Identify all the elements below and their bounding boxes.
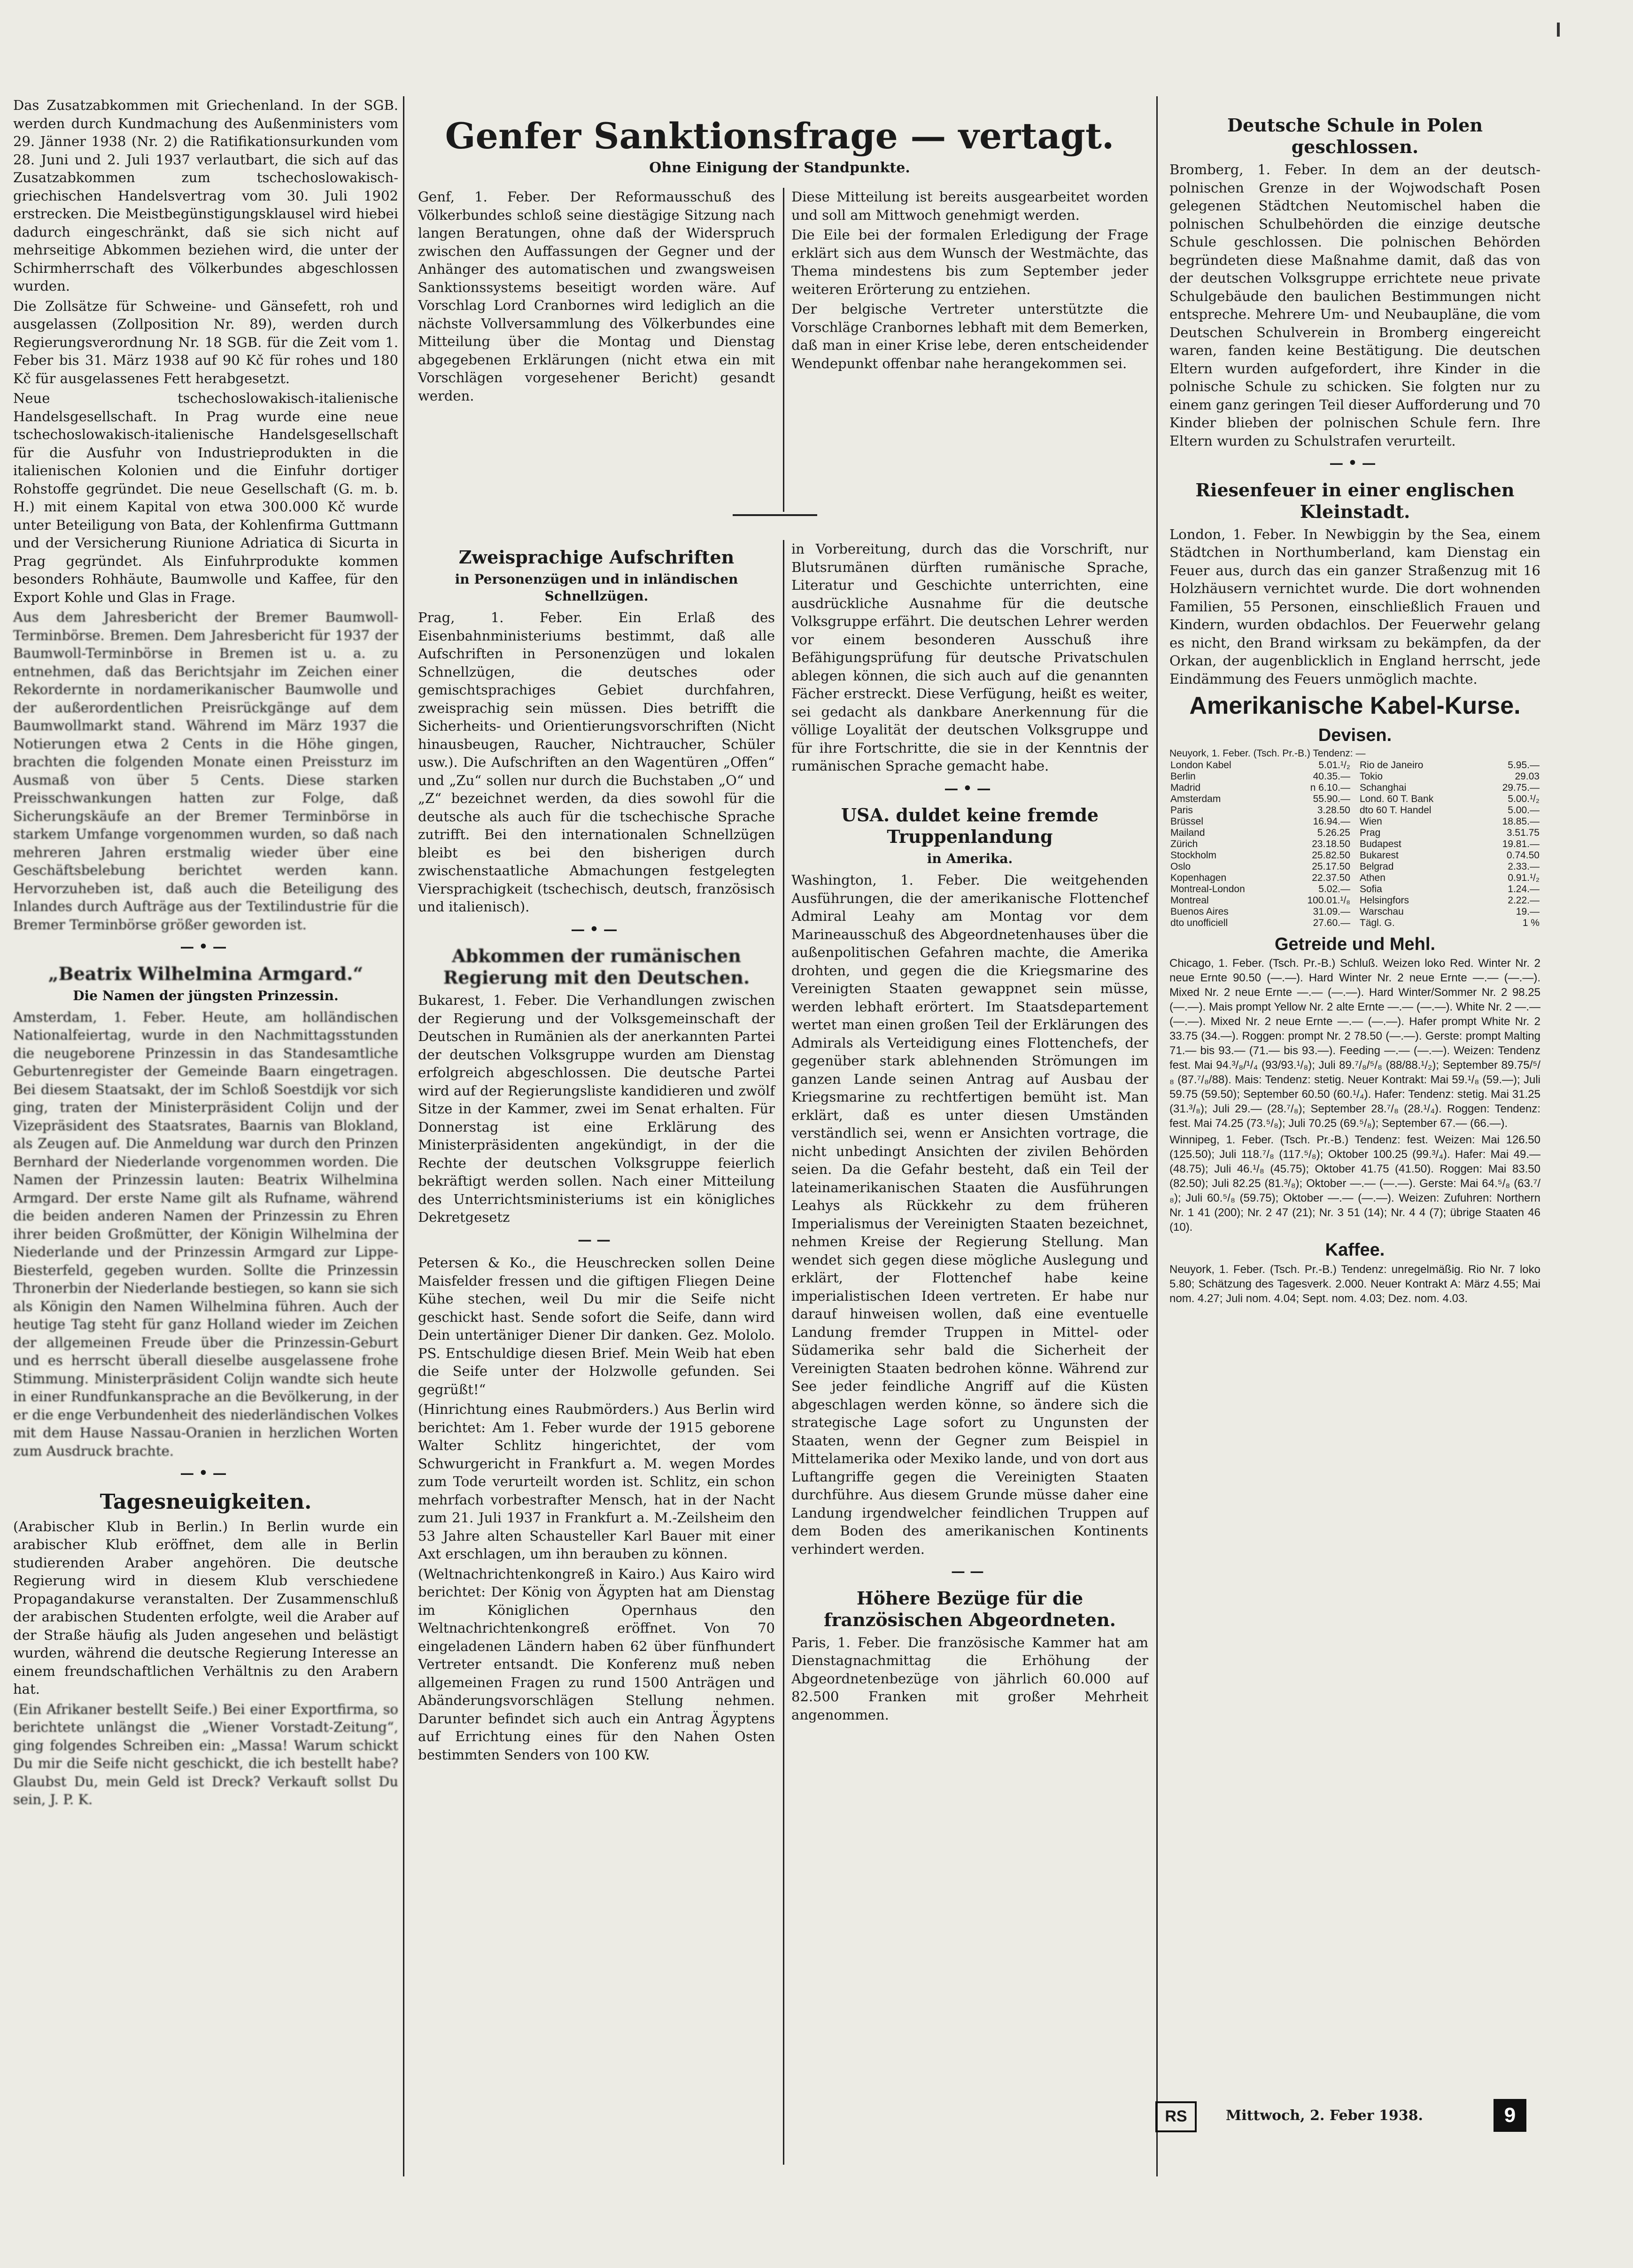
devisen-row (1359, 872, 1540, 884)
currency-rate: 3.28.50 (1317, 804, 1350, 816)
column-1 (13, 96, 398, 1811)
currency-rate: 25.82.50 (1312, 849, 1350, 861)
currency-rate: 19.81.— (1502, 838, 1540, 849)
devisen-row (1169, 861, 1351, 872)
currency-name: London Kabel (1170, 759, 1231, 771)
devisen-row (1359, 918, 1540, 929)
separator: —•— (571, 921, 622, 938)
devisen-heading: Devisen. (1318, 725, 1392, 745)
devisen-row (1359, 771, 1540, 782)
beatrix-headline: „Beatrix Wilhelmina Armgard.“ (48, 963, 364, 984)
coffee-heading: Kaffee. (1325, 1240, 1385, 1260)
currency-rate: 1.24.— (1508, 883, 1540, 895)
currency-rate: 5.26.25 (1317, 827, 1350, 838)
currency-rate: 29.75.— (1502, 782, 1540, 793)
devisen-row (1359, 850, 1540, 861)
currency-rate: 0.91.¹/₂ (1508, 872, 1540, 883)
devisen-row (1359, 782, 1540, 794)
devisen-row (1169, 794, 1351, 805)
currency-name: Athen (1360, 872, 1385, 883)
article-rumania-text: Bukarest, 1. Feber. Die Verhandlungen zwischen der Regierung und der Volksgemeinschaft der Deutschen in Rumänien als der anerkannten Partei der deutschen Volksgruppe wurden am Dienstag erfolgreich abgeschlossen. Die deutsche Partei wird auf der Regierungsliste kandidieren und zwölf Sitze in der Kammer, zwei im Senat erhalten. Für Donnerstag ist eine Erklärung des Ministerpräsidenten angekündigt, in der die Rechte der deutschen Volksgruppe feierlich bekräftigt werden sollen. Nach einer Mitteilung des Unterrichtsministeriums ist ein königliches Dekretgesetz (418, 992, 775, 1225)
usa-headline: USA. duldet keine fremde Truppenlandung (841, 804, 1099, 847)
markets-title: Amerikanische Kabel-Kurse. (1189, 692, 1521, 719)
currency-name: Sofia (1360, 883, 1382, 895)
currency-name: Tägl. G. (1360, 917, 1395, 928)
article-beatrix-text: Amsterdam, 1. Feber. Heute, am holländischen Nationalfeiertag, wurde in den Nachmittagsstunden die neugeborene Prinzessin in das Standesamtliche Geburtenregister der Gemeinde Baarn eingetragen. Bei diesem Staatsakt, der im Schloß Soestdijk vor sich ging, traten der Ministerpräsident Colijn und der Vizepräsident des Staatsrates, Baarnis van Blokland, als Zeugen auf. Die Anmeldung war durch den Prinzen Bernhard der Niederlande vorgenommen worden. Die Namen der Prinzessin lauten: Beatrix Wilhelmina Armgard. Der erste Name gilt als Rufname, während die beiden anderen Namen der Prinzessin zu Ehren ihrer beiden Großmütter, der Königin Wilhelmina der Niederlande und der Prinzessin Armgard zur Lippe-Biesterfeld, gegeben wurden. Sollte die Prinzessin Thronerbin der Niederlande bestiegen, so kann sie sich als Königin den Namen Wilhelmina führen. Auch der heutige Tag steht für ganz Holland wieder im Zeichen der allgemeinen Freude über die Prinzessin-Geburt und es herrscht überall dieselbe ausgelassene frohe Stimmung. Ministerpräsident Colijn wandte sich heute in einer Rundfunkansprache an die Bevölkerung, in der er die enge Verbundenheit des niederländischen Volkes mit dem Hause Nassau-Oranien in herzlichen Worten zum Ausdruck brachte. (13, 1009, 398, 1459)
rumania-headline: Abkommen der rumänischen Regierung mit den Deutschen. (443, 945, 750, 988)
devisen-row (1169, 827, 1351, 839)
currency-name: Stockholm (1170, 849, 1217, 861)
grain-heading: Getreide und Mehl. (1274, 934, 1436, 954)
currency-rate: 5.02.— (1318, 883, 1350, 895)
currency-name: Kopenhagen (1170, 872, 1227, 883)
devisen-row (1169, 884, 1351, 895)
separator: —•— (180, 939, 232, 955)
currency-name: Amsterdam (1170, 793, 1221, 804)
currency-rate: 5.95.— (1508, 759, 1540, 771)
currency-name: Schanghai (1360, 782, 1407, 793)
currency-rate: 5.01.¹/₂ (1318, 759, 1350, 771)
currency-rate: n 6.10.— (1310, 782, 1350, 793)
devisen-row (1169, 906, 1351, 918)
currency-rate: 22.37.50 (1312, 872, 1350, 883)
devisen-row (1169, 918, 1351, 929)
currency-name: Budapest (1360, 838, 1401, 849)
coffee-text: Neuyork, 1. Feber. (Tsch. Pr.-B.) Tendenz: unregelmäßig. Rio Nr. 7 loko 5.80; Schätzung des Tagesverk. 2.000. Neuer Kontrakt A: März 4.55; Mai nom. 4.27; Juli nom. 4.04; Sept. nom. 4.03; Dez. nom. 4.03. (1169, 1263, 1540, 1305)
article-trade-company-text: Neue tschechoslowakisch-italienische Handelsgesellschaft. In Prag wurde eine neue tschechoslowakisch-italienische Handelsgesellschaft für die Ausfuhr von Industrieprodukten in die italienischen Kolonien und die Einfuhr dortiger Rohstoffe gegründet. Die neue Gesellschaft (G. m. b. H.) mit einem Kapital von etwa 300.000 Kč wurde unter Beteiligung von Bata, der Kohlenfirma Guttmann und der Versicherung Riunione Adriatica di Sicurta in Prag gegründet. Als Einfuhrprodukte kommen besonders Rohhäute, Baumwolle und Kaffee, für den Export Kohle und Glas in Frage. (13, 390, 398, 605)
separator: —— (951, 1563, 989, 1580)
zweisprachig-subheadline: in Personenzügen und in inländischen Schnellzügen. (455, 571, 738, 604)
devisen-row (1169, 760, 1351, 771)
geneva-paragraph-2: Diese Mitteilung ist bereits ausgearbeitet worden und soll am Mittwoch genehmigt werden. (791, 189, 1148, 223)
article-arab-club-text: (Arabischer Klub in Berlin.) In Berlin wurde ein arabischer Klub eröffnet, dem alle in Berlin studierenden Araber angehören. Die deutsche Regierung wird in diesem Klub verschiedene Propagandakurse veranstalten. Der Zusammenschluß der arabischen Studenten erfolgte, weil die Araber auf der Straße häufig als Juden angesehen und belästigt wurden, während die deutsche Regierung Interesse an einem freundschaftlichen Verhältnis zu den Arabern hat. (13, 1518, 398, 1697)
geneva-paragraph-4: Der belgische Vertreter unterstützte die Vorschläge Cranbornes lebhaft mit dem Bemerken, daß man in einer Krise lebe, deren entscheidender Wendepunkt offenbar nahe herangekommen sei. (791, 301, 1148, 371)
devisen-row (1359, 794, 1540, 805)
devisen-tables (1169, 760, 1540, 929)
separator: —•— (180, 1465, 232, 1481)
main-subheadline: Ohne Einigung der Standpunkte. (649, 160, 910, 176)
geneva-end-rule (733, 514, 817, 516)
tagesneuigkeiten-headline: Tagesneuigkeiten. (100, 1489, 312, 1514)
currency-name: Wien (1360, 816, 1382, 827)
article-greece-text: Das Zusatzabkommen mit Griechenland. In der SGB. werden durch Kundmachung des Außenministers vom 29. Jänner 1938 (Nr. 2) die Ratifikationsurkunden vom 28. Juni und 2. Juli 1937 verlautbart, die sich auf das Zusatzabkommen zum tschechoslowakisch-griechischen Handelsvertrag vom 30. Juli 1902 erstrecken. Die Meistbegünstigungsklausel wird hiebei dadurch eingeschränkt, daß sie sich nicht auf mehrseitige Abkommen beziehen wird, die unter der Schirmherrschaft des Völkerbundes abgeschlossen wurden. (13, 97, 398, 294)
currency-name: Berlin (1170, 771, 1196, 782)
article-fire-text: London, 1. Feber. In Newbiggin by the Sea, einem Städtchen in Northumberland, kam Dienstag ein Feuer aus, durch das ein ganzer Straßenzug mit 16 Holzhäusern vernichtet wurde. Die dort wohnenden Familien, 55 Personen, einschließlich Frauen und Kindern, wurden obdachlos. Der Feuerwehr gelang es nicht, den Brand wirksam zu bekämpfen, da der Orkan, der augenblicklich in England herrscht, jede Eindämmung des Feuers unmöglich machte. (1169, 526, 1540, 687)
devisen-row (1359, 906, 1540, 918)
article-french-deputies-text: Paris, 1. Feber. Die französische Kammer hat am Dienstagnachmittag die Erhöhung der Abgeordnetenbezüge von jährlich 60.000 auf 82.500 Franken mit großer Mehrheit angenommen. (791, 1634, 1148, 1723)
geneva-paragraph-3: Die Eile bei der formalen Erledigung der Frage erklärt sich aus dem Wunsch der Westmächte, das Thema mindestens bis zum September jeder weiteren Erörterung zu entziehen. (791, 227, 1148, 297)
currency-name: Mailand (1170, 827, 1205, 838)
currency-name: Warschau (1360, 906, 1404, 917)
currency-rate: 2.33.— (1508, 861, 1540, 872)
column-rule-1 (403, 96, 404, 2176)
column-2 (418, 540, 775, 1766)
devisen-row (1169, 816, 1351, 827)
currency-name: Zürich (1170, 838, 1198, 849)
issue-date: Mittwoch, 2. Feber 1938. (1226, 2107, 1423, 2124)
article-bremen-text: Aus dem Jahresbericht der Bremer Baumwoll-Terminbörse. Bremen. Dem Jahresbericht für 1937 der Baumwoll-Terminbörse in Bremen ist u. a. zu entnehmen, daß das Berichtsjahr im Zeichen einer Rekordernte in nordamerikanischer Baumwolle und der außerordentlichen Preisrückgänge auf dem Baumwollmarkt stand. Während im März 1937 die Notierungen etwa 2 Cents in die Höhe gingen, brachten die folgenden Monate einen Preissturz im Ausmaß von über 5 Cents. Diese starken Preisschwankungen hatten zur Folge, daß Sicherungskäufe an der Bremer Terminbörse in starkem Umfange vorgenommen wurden, so daß nach mehreren Jahren erstmalig wieder über eine Geschäftsbelebung berichtet werden kann. Hervorzuheben ist, daß auch die Beteiligung des Inlandes durch Aufträge aus der Textilindustrie für die Bremer Terminbörse größer geworden ist. (13, 609, 398, 933)
usa-subheadline: in Amerika. (927, 851, 1013, 866)
zweisprachig-headline: Zweisprachige Aufschriften (458, 547, 735, 568)
currency-name: Brüssel (1170, 816, 1204, 827)
french-deputies-headline: Höhere Bezüge für die französischen Abgeordneten. (824, 1587, 1116, 1630)
devisen-row (1169, 805, 1351, 816)
currency-rate: 19.— (1516, 906, 1540, 917)
currency-rate: 23.18.50 (1312, 838, 1350, 849)
chicago-grain-text: Chicago, 1. Feber. (Tsch. Pr.-B.) Schluß. Weizen loko Red. Winter Nr. 2 neue Ernte 90.50 (—.—). Hard Winter Nr. 2 neue Ernte —.— (—.—). Mixed Nr. 2 neue Ernte —.— (—.—). Hard Winter/Sommer Nr. 2 98.25 (—.—). Mais prompt Yellow Nr. 2 alte Ernte —.— (—.—). White Nr. 2 —.— (—.—). Mixed Nr. 2 neue Ernte —.— (—.—). Hafer prompt White Nr. 2 33.75 (34.—). Roggen: prompt Nr. 2 78.50 (—.—). Gerste: prompt Malting 71.— bis 93.— (71.— bis 93.—). Feeding —.— (—.—). Weizen: Tendenz fest. Mai 94.³/₈/¹/₄ (93/93.¹/₈); Juli 89.⁷/₈/⁵/₈ (88/88.¹/₂); September 89.75/⁵/₈ (87.⁷/₈/88). Mais: Tendenz: stetig. Neuer Kontrakt: Mai 59.¹/₈ (59.—); Juli 59.75 (59.50); September 60.50 (60.¹/₄). Hafer: Tendenz: stetig. Mai 31.25 (31.³/₈); Juli 29.— (28.⁷/₈); September 28.⁷/₈ (28.¹/₄). Roggen: Tendenz: fest. Mai 74.25 (73.⁵/₈); Juli 70.25 (69.⁵/₈); September 67.— (66.—). (1169, 957, 1540, 1130)
currency-name: Madrid (1170, 782, 1201, 793)
column-rule-3 (1156, 96, 1158, 2176)
currency-rate: 5.00.— (1508, 804, 1540, 816)
currency-rate: 0.74.50 (1506, 849, 1540, 861)
currency-rate: 18.85.— (1502, 816, 1540, 827)
devisen-row (1169, 895, 1351, 906)
devisen-row (1359, 895, 1540, 906)
geneva-paragraph-1: Genf, 1. Feber. Der Reformausschuß des Völkerbundes schloß seine diestägige Sitzung nach langen Beratungen, ohne daß der Widerspruch zwischen den Auffassungen der Gegner und der Anhänger des automatischen und zwangsweisen Sanktionssystems beseitigt worden wäre. Auf Vorschlag Lord Cranbornes wird lediglich an die nächste Vollversammlung des Völkerbundes eine Mitteilung über die Montag und Dienstag abgegebenen Erklärungen (nicht etwa ein mit Vorschlägen vorgesehener Bericht) gesandt werden. (418, 189, 775, 404)
currency-name: Tokio (1360, 771, 1383, 782)
geneva-article-right (791, 188, 1148, 374)
article-school-text: Bromberg, 1. Feber. In dem an der deutsch-polnischen Grenze in der Wojwodschaft Posen gelegenen Städtchen Neutomischel haben die polnischen Schulbehörden die einzige deutsche Schule geschlossen. Die polnischen Behörden begründeten diese Maßnahme damit, daß das von der deutschen Volksgruppe errichtete neue private Schulgebäude den baulichen Bestimmungen nicht entspreche. Mehrere Um- und Neubaupläne, die vom Deutschen Schulverein in Bromberg eingereicht waren, fanden keine Bestätigung. Die deutschen Eltern wurden aufgefordert, ihre Kinder in die polnische Schule zu schicken. Sie folgten nur zu einem ganz geringen Teil dieser Aufforderung und 70 Kinder blieben der polnischen Schule fern. Ihre Eltern wurden zu Schulstrafen verurteilt. (1169, 162, 1540, 449)
currency-name: Helsingfors (1360, 895, 1409, 906)
devisen-row (1359, 805, 1540, 816)
scan-edge-mark (1557, 23, 1560, 37)
currency-name: Paris (1170, 804, 1193, 816)
article-petersen-text: Petersen & Ko., die Heuschrecken sollen Deine Maisfelder fressen und die giftigen Fliegen Deine Kühe stechen, weil Du mir die Seife nicht geschickt hast. Sende sofort die Seife, dann wird Dein untertäniger Diener Dir danken. Gez. Mololo. PS. Entschuldige diesen Brief. Mein Weib hat eben die Seife unter der Holzwolle gefunden. Sei gegrüßt!“ (418, 1255, 775, 1397)
devisen-row (1359, 816, 1540, 827)
column-rule-2a (783, 188, 784, 512)
devisen-row (1169, 872, 1351, 884)
currency-name: Prag (1360, 827, 1381, 838)
column-rule-2 (783, 540, 784, 2165)
main-headline: Genfer Sanktionsfrage — vertagt. (445, 115, 1114, 157)
devisen-row (1359, 861, 1540, 872)
article-zweisprachig-text: Prag, 1. Feber. Ein Erlaß des Eisenbahnministeriums bestimmt, daß alle Aufschriften in Personenzügen und lokalen Schnellzügen, die deutsches oder gemischtsprachiges Gebiet durchfahren, zweisprachig sein müssen. Dies betrifft die Sicherheits- und Orientierungsvorschriften (Nicht hinausbeugen, Raucher, Nichtraucher, Schüler usw.). Die Aufschriften an den Wagentüren „Offen“ und „Zu“ sollen nur durch die Buchstaben „O“ und „Z“ bezeichnet werden, da dies sowohl für die deutsche als auch für die tschechische Sprache zutrifft. Bei den internationalen Schnellzügen bleibt es bei den bisherigen durch zwischenstaatliche Abmachungen festgelegten Viersprachigkeit (tschechisch, deutsch, französisch und italienisch). (418, 609, 775, 915)
currency-name: Rio de Janeiro (1360, 759, 1424, 771)
devisen-row (1359, 760, 1540, 771)
separator: —•— (944, 780, 996, 797)
school-headline: Deutsche Schule in Polen geschlossen. (1227, 115, 1483, 157)
devisen-row (1359, 827, 1540, 839)
currency-name: dto unofficiell (1170, 917, 1228, 928)
devisen-table-left (1169, 760, 1351, 929)
currency-rate: 40.35.— (1313, 771, 1350, 782)
currency-name: Montreal-London (1170, 883, 1245, 895)
geneva-article-left (418, 188, 775, 407)
currency-rate: 16.94.— (1313, 816, 1350, 827)
devisen-row (1169, 771, 1351, 782)
currency-rate: 25.17.50 (1312, 861, 1350, 872)
currency-rate: 100.01.¹/₈ (1307, 895, 1350, 906)
devisen-row (1169, 850, 1351, 861)
currency-rate: 27.60.— (1313, 917, 1350, 928)
currency-rate: 1 % (1522, 917, 1540, 928)
currency-rate: 29.03 (1515, 771, 1540, 782)
separator: —— (578, 1231, 615, 1248)
article-fat-tariff-text: Die Zollsätze für Schweine- und Gänsefett, roh und ausgelassen (Zollposition Nr. 89), werden durch Regierungsverordnung Nr. 18 SGB. für die Zeit vom 1. Feber bis 31. März 1938 auf 90 Kč für rohes und 180 Kč für ausgelassenes Fett herabgesetzt. (13, 298, 398, 386)
article-african-soap-text: (Ein Afrikaner bestellt Seife.) Bei einer Exportfirma, so berichtete unlängst die „Wiener Vorstadt-Zeitung“, ging folgendes Schreiben ein: „Massa! Warum schickt Du mir die Seife nicht geschickt, die ich bestellt habe? Glaubst Du, mein Geld ist Dreck? Verkauft sollst Du sein, J. P. K. (13, 1701, 398, 1807)
article-execution-text: (Hinrichtung eines Raubmörders.) Aus Berlin wird berichtet: Am 1. Feber wurde der 1915 geborene Walter Schlitz hingerichtet, der vom Schwurgericht in Frankfurt a. M. wegen Mordes zum Tode verurteilt worden ist. Schlitz, ein schon mehrfach vorbestrafter Mensch, hat in der Nacht zum 21. Juli 1937 in Frankfurt a. M.-Zeilsheim den 53 Jahre alten Schausteller Karl Bauer mit einer Axt erschlagen, um ihn berauben zu können. (418, 1401, 775, 1562)
currency-rate: 5.00.¹/₂ (1508, 793, 1540, 804)
currency-rate: 3.51.75 (1506, 827, 1540, 838)
devisen-row (1359, 884, 1540, 895)
devisen-caption: Neuyork, 1. Feber. (Tsch. Pr.-B.) Tendenz: — (1169, 748, 1366, 759)
winnipeg-grain-text: Winnipeg, 1. Feber. (Tsch. Pr.-B.) Tendenz: fest. Weizen: Mai 126.50 (125.50); Juli 118.⁷/₈ (117.⁵/₈); Oktober 100.25 (99.³/₄). Hafer: Mai 49.— (48.75); Juli 46.¹/₈ (45.75); Oktober 41.75 (41.50). Roggen: Mai 83.50 (82.50); Juli 82.25 (81.³/₈); Oktober —.— (—.—). Gerste: Mai 64.⁵/₈ (63.⁷/₈); Juli 60.⁵/₈ (59.75); Oktober —.— (—.—). Weizen: Zufuhren: Northern Nr. 1 41 (200); Nr. 2 47 (21); Nr. 3 51 (14); Nr. 4 4 (7); übrige Staaten 46 (10). (1169, 1134, 1540, 1234)
beatrix-subheadline: Die Namen der jüngsten Prinzessin. (73, 987, 339, 1003)
separator: —•— (1329, 455, 1381, 471)
column-3 (791, 540, 1148, 1726)
page-footer (1155, 2099, 1531, 2132)
currency-name: Oslo (1170, 861, 1191, 872)
column-4 (1169, 108, 1540, 1308)
devisen-table-right (1359, 760, 1540, 929)
article-usa-text: Washington, 1. Feber. Die weitgehenden Ausführungen, die der amerikanische Flottenchef Admiral Leahy am Montag vor dem Marineausschuß des Abgeordnetenhauses über die außenpolitischen Gefahren machte, die Amerika drohten, und gegen die die Kriegsmarine des Vereinigten Staaten gewappnet sein müsse, werden lebhaft erörtert. Im Staatsdepartement wertet man einen großen Teil der Erklärungen des Admirals als Verteidigung eines Flottenchefs, der gegenüber stark ablehnenden Strömungen im ganzen Lande seinen Antrag auf Ausbau der Kriegsmarine zu rechtfertigen bemüht ist. Man erklärt, daß es unter diesen Umständen verständlich sei, wenn er Ansichten vortrage, die nicht unbedingt Ansichten der zivilen Behörden seien. Da die Gefahr besteht, daß ein Teil der lateinamerikanischen Staaten die Ausführungen Leahys als Rückkehr zu dem früheren Imperialismus der Vereinigten Staaten bezeichnet, nehmen Kreise der Regierung Stellung. Man wendet sich gegen diese mögliche Auslegung und erklärt, der Flottenchef habe keine imperialistischen Ideen vertreten. Er habe nur darauf hinweisen wollen, daß eine eventuelle Landung fremder Truppen in Mittel- oder Südamerika sehr bald die Sicherheit der Vereinigten Staaten bedrohen könne. Während zur See jeder feindliche Angriff auf die Küsten abgeschlagen werden könne, so ändere sich die strategische Lage sofort zu Ungunsten der Staaten, wenn der Gegner zum Beispiel in Mittelamerika oder Mexiko lande, und von dort aus Luftangriffe gegen die Vereinigten Staaten durchführe. Aus diesem Grunde müsse daher eine Landung irgendwelcher feindlichen Truppen auf dem Boden des amerikanischen Kontinents verhindert werden. (791, 872, 1148, 1557)
currency-name: Buenos Aires (1170, 906, 1229, 917)
article-cairo-text: (Weltnachrichtenkongreß in Kairo.) Aus Kairo wird berichtet: Der König von Ägypten hat am Dienstag im Königlichen Opernhaus den Weltnachrichtenkongreß eröffnet. Von 70 eingeladenen Ländern haben 62 über fünfhundert Vertreter entsandt. Die Konferenz muß neben allgemeinen Fragen zu rund 1500 Anträgen und Abänderungsvorschlägen Stellung nehmen. Darunter befindet sich auch ein Antrag Ägyptens auf Errichtung eines für den Nahen Osten bestimmten Senders von 100 KW. (418, 1566, 775, 1763)
fire-headline: Riesenfeuer in einer englischen Kleinstadt. (1195, 479, 1515, 522)
article-rumania-continued: in Vorbereitung, durch das die Vorschrift, nur Blutsrumänen dürften rumänische Sprache, Literatur und Geschichte unterrichten, eine ausdrückliche Ausnahme für die deutsche Volksgruppe erfährt. Die deutschen Lehrer werden vor einem besonderen Ausschuß ihre Befähigungsprüfung für deutsche Privatschulen ablegen können, die sich auch auf die genannten Fächer erstreckt. Diese Verfügung, heißt es weiter, sei gedacht als dankbare Anerkennung für die völlige Loyalität der deutschen Volksgruppe und für ihre Fortschritte, die sie in der Kenntnis der rumänischen Sprache gemacht habe. (791, 541, 1148, 774)
currency-name: Lond. 60 T. Bank (1360, 793, 1434, 804)
currency-name: Montreal (1170, 895, 1209, 906)
currency-rate: 55.90.— (1313, 793, 1350, 804)
page-number: 9 (1494, 2099, 1526, 2132)
newspaper-logo: RS (1155, 2101, 1197, 2132)
currency-name: Bukarest (1360, 849, 1399, 861)
currency-rate: 31.09.— (1313, 906, 1350, 917)
devisen-row (1169, 782, 1351, 794)
devisen-row (1169, 839, 1351, 850)
currency-name: Belgrad (1360, 861, 1394, 872)
currency-rate: 2.22.— (1508, 895, 1540, 906)
devisen-row (1359, 839, 1540, 850)
currency-name: dto 60 T. Handel (1360, 804, 1432, 816)
